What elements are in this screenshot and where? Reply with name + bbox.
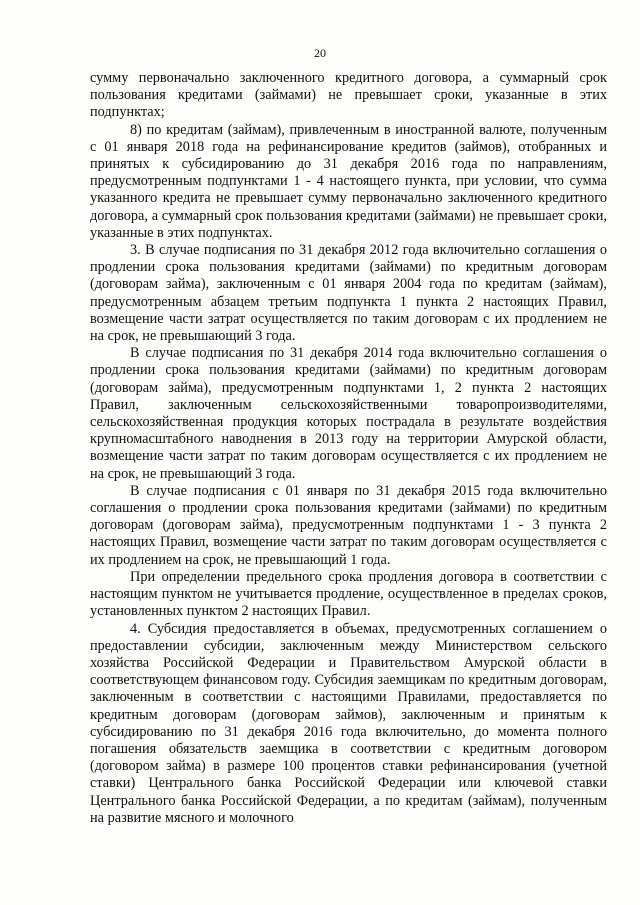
paragraph-continuation: сумму первоначально заключенного кредитного договора, а суммарный срок пользования кредитами (займами) не превышает сроки, указанные в этих подпунктах; xyxy=(90,70,607,121)
document-body xyxy=(90,70,607,827)
paragraph-item-3: 3. В случае подписания по 31 декабря 2012 года включительно соглашения о продлении срока пользования кредитами (займами) по кредитным договорам (договорам займа), заключенным с 01 января 2004 года по кредитам (займам), предусмотренным абзацем третьим подпункта 1 пункта 2 настоящих Правил, возмещение части затрат осуществляется по таким договорам с их продлением не на срок, не превышающий 3 года. xyxy=(90,242,607,345)
paragraph-extension-limit: При определении предельного срока продления договора в соответствии с настоящим пунктом не учитывается продление, осуществленное в пределах сроков, установленных пунктом 2 настоящих Правил. xyxy=(90,568,607,620)
paragraph-subitem-8: 8) по кредитам (займам), привлеченным в иностранной валюте, полученным с 01 января 2018 года на рефинансирование кредитов (займов), отобранных и принятых к субсидированию до 31 декабря 2016 года по направлениям, предусмотренным подпунктами 1 - 4 настоящего пункта, при условии, что сумма указанного кредита не превышает сумму первоначально заключенного кредитного договора, а суммарный срок пользования кредитами (займами) не превышает сроки, указанные в этих подпунктах. xyxy=(90,121,607,241)
paragraph-item-4: 4. Субсидия предоставляется в объемах, предусмотренных соглашением о предоставлении субсидии, заключенным между Министерством сельского хозяйства Российской Федерации и Правительством Амурской области в соответствующем финансовом году. Субсидия заемщикам по кредитным договорам, заключенным в соответствии с настоящими Правилами, предоставляется по кредитным договорам (договорам займов), заключенным и принятым к субсидированию по 31 декабря 2016 года включительно, до момента полного погашения обязательств заемщика в соответствии с кредитным договором (договором займа) в размере 100 процентов ставки рефинансирования (учетной ставки) Центрального банка Российской Федерации или ключевой ставки Центрального банка Российской Федерации, а по кредитам (займам), полученным на развитие мясного и молочного xyxy=(90,620,607,826)
paragraph-2015-extension: В случае подписания с 01 января по 31 декабря 2015 года включительно соглашения о продлении срока пользования кредитами (займами) по кредитным договорам (договорам займа), предусмотренным подпунктами 1 - 3 пункта 2 настоящих Правил, возмещение части затрат по таким договорам осуществляется с их продлением на срок, не превышающий 1 года. xyxy=(90,482,607,568)
page-number: 20 xyxy=(314,46,326,60)
paragraph-2014-extension: В случае подписания по 31 декабря 2014 года включительно соглашения о продлении срока пользования кредитами (займами) по кредитным договорам (договорам займа), предусмотренным подпунктами 1, 2 пункта 2 настоящих Правил, заключенным сельскохозяйственными товаропроизводителями, сельскохозяйственная продукция которых пострадала в результате воздействия крупномасштабного наводнения в 2013 году на территории Амурской области, возмещение части затрат по таким договорам осуществляется с их продлением не на срок, не превышающий 3 года. xyxy=(90,345,607,482)
